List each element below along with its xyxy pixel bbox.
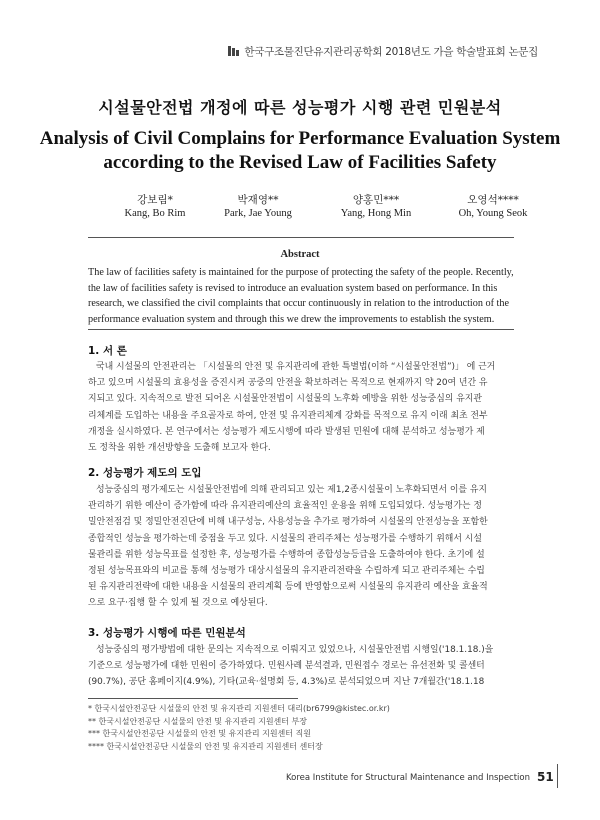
section-line: 하고 있으며 시설물의 효용성을 증진시켜 공중의 안전을 확보하려는 목적으로 현재까지 약 20여 년간 유 xyxy=(88,378,488,389)
running-header-text: 한국구조물진단유지관리공학회 2018년도 가을 학술발표회 논문집 xyxy=(244,46,538,58)
section-line: 도 정착을 위한 개선방향을 도출해 보고자 한다. xyxy=(88,443,271,454)
section-line: 물관리를 위한 성능목표를 설정한 후, 성능평가를 수행하여 종합성능등급을 도출하여야 한다. 초기에 설 xyxy=(88,549,485,560)
author-name-english: Park, Jae Young xyxy=(224,208,292,219)
section-line: 리체계를 도입하는 내용을 주요골자로 하여, 안전 및 유지관리체계 강화를 목적으로 유지 이래 최초 전부 xyxy=(88,410,488,421)
running-header xyxy=(0,44,538,59)
section-body xyxy=(88,642,518,691)
section-line: (90.7%), 공단 홈페이지(4.9%), 기타(교육·설명회 등, 4.3%)로 분석되었으며 지난 7개월간('18.1.18 xyxy=(88,677,485,688)
korean-title: 시설물안전법 개정에 따른 성능평가 시행 관련 민원분석 xyxy=(98,98,502,117)
english-title-line-2: according to the Revised Law of Facilities Safety xyxy=(103,152,497,173)
author-name-korean: 박재영** xyxy=(237,194,279,206)
author-name-english: Kang, Bo Rim xyxy=(124,208,186,219)
section-line: 밀안전점검 및 정밀안전진단에 비해 내구성능, 사용성능을 추가로 평가하여 시설물의 안전성능을 포함한 xyxy=(88,517,488,528)
abstract-line: the law of facilities safety is revised to introduce an evaluation system based on performance. In this xyxy=(88,282,498,294)
section-line: 종합적인 성능을 평가하는데 중점을 두고 있다. 시설물의 관리주체는 성능평가를 수행하기 위해서 시설 xyxy=(88,533,482,544)
section-line: 으로 요구·집행 할 수 있게 될 것으로 예상된다. xyxy=(88,598,268,609)
footnote: ** 한국시설안전공단 시설물의 안전 및 유지관리 지원센터 부장 xyxy=(88,716,307,726)
section-line: 성능중심의 평가방법에 대한 문의는 지속적으로 이뤄지고 있었으나, 시설물안전법 시행일('18.1.18.)을 xyxy=(96,645,494,655)
author-name-english: Yang, Hong Min xyxy=(340,208,412,219)
section-line: 지되고 있다. 지속적으로 발전 되어온 시설물안전법이 시설물의 노후화 예방을 위한 성능중심의 유지관 xyxy=(88,394,482,405)
footnote: * 한국시설안전공단 시설물의 안전 및 유지관리 지원센터 대리(br6799@kistec.or.kr) xyxy=(88,704,390,713)
abstract-body xyxy=(88,265,514,327)
journal-logo-icon xyxy=(228,46,240,56)
section-line: 관리하기 위한 예산이 증가함에 따라 유지관리예산의 효율적인 운용을 위해 도입되었다. 성능평가는 정 xyxy=(88,501,482,512)
footer-journal-name: Korea Institute for Structural Maintenance and Inspection xyxy=(286,773,530,783)
abstract-line: performance evaluation system and through this we drew the improvements to establish the system. xyxy=(88,313,495,325)
author-name-korean: 양홍민*** xyxy=(352,194,400,206)
footnote-divider xyxy=(88,698,298,699)
section-line: 개정을 실시하였다. 본 연구에서는 성능평가 제도시행에 따라 발생된 민원에 대해 분석하고 성능평가 제 xyxy=(88,426,485,437)
author-name-korean: 오영석**** xyxy=(467,194,519,206)
section-line: 된 유지관리전략에 대한 내용을 시설물의 관리계획 등에 반영함으로써 시설물의 유지관리 예산을 효율적 xyxy=(88,582,488,593)
section-line: 정된 성능목표와의 비교를 통해 성능평가 대상시설물의 유지관리전략을 수립하게 되고 관리주체는 수립 xyxy=(88,566,485,577)
section-heading: 3. 성능평가 시행에 따른 민원분석 xyxy=(88,627,246,639)
english-title-line-1: Analysis of Civil Complains for Performance Evaluation System xyxy=(39,128,561,149)
footnote: **** 한국시설안전공단 시설물의 안전 및 유지관리 지원센터 센터장 xyxy=(88,741,323,751)
section-heading: 2. 성능평가 제도의 도입 xyxy=(88,467,202,479)
author-name-korean: 강보림* xyxy=(137,194,173,206)
section-body xyxy=(88,482,518,612)
abstract-divider xyxy=(88,329,514,330)
section-line: 국내 시설물의 안전관리는 「시설물의 안전 및 유지관리에 관한 특별법(이하 “시설물안전법”)」 에 근거 xyxy=(96,362,496,372)
author-name-english: Oh, Young Seok xyxy=(458,208,528,219)
section-line: 성능중심의 평가제도는 시설물안전법에 의해 관리되고 있는 제1,2종시설물이 노후화되면서 이를 유지 xyxy=(96,485,488,495)
footer-divider xyxy=(557,764,558,788)
page-number: 51 xyxy=(537,770,554,784)
section-body xyxy=(88,359,518,456)
abstract-heading: Abstract xyxy=(280,249,320,260)
abstract-line: The law of facilities safety is maintained for the purpose of protecting the safety of the people. Recently, xyxy=(88,267,514,278)
author-divider xyxy=(88,237,514,238)
section-heading: 1. 서 론 xyxy=(88,345,127,357)
author-block xyxy=(418,193,568,221)
section-line: 기준으로 성능평가에 대한 민원이 증가하였다. 민원사례 분석결과, 민원접수 경로는 유선전화 및 콜센터 xyxy=(88,661,485,672)
footnotes xyxy=(88,703,518,753)
abstract-line: research, we classified the civil complaints that occur continuously in relation to the introduction of the xyxy=(88,298,509,309)
footnote: *** 한국시설안전공단 시설물의 안전 및 유지관리 지원센터 직원 xyxy=(88,729,311,738)
